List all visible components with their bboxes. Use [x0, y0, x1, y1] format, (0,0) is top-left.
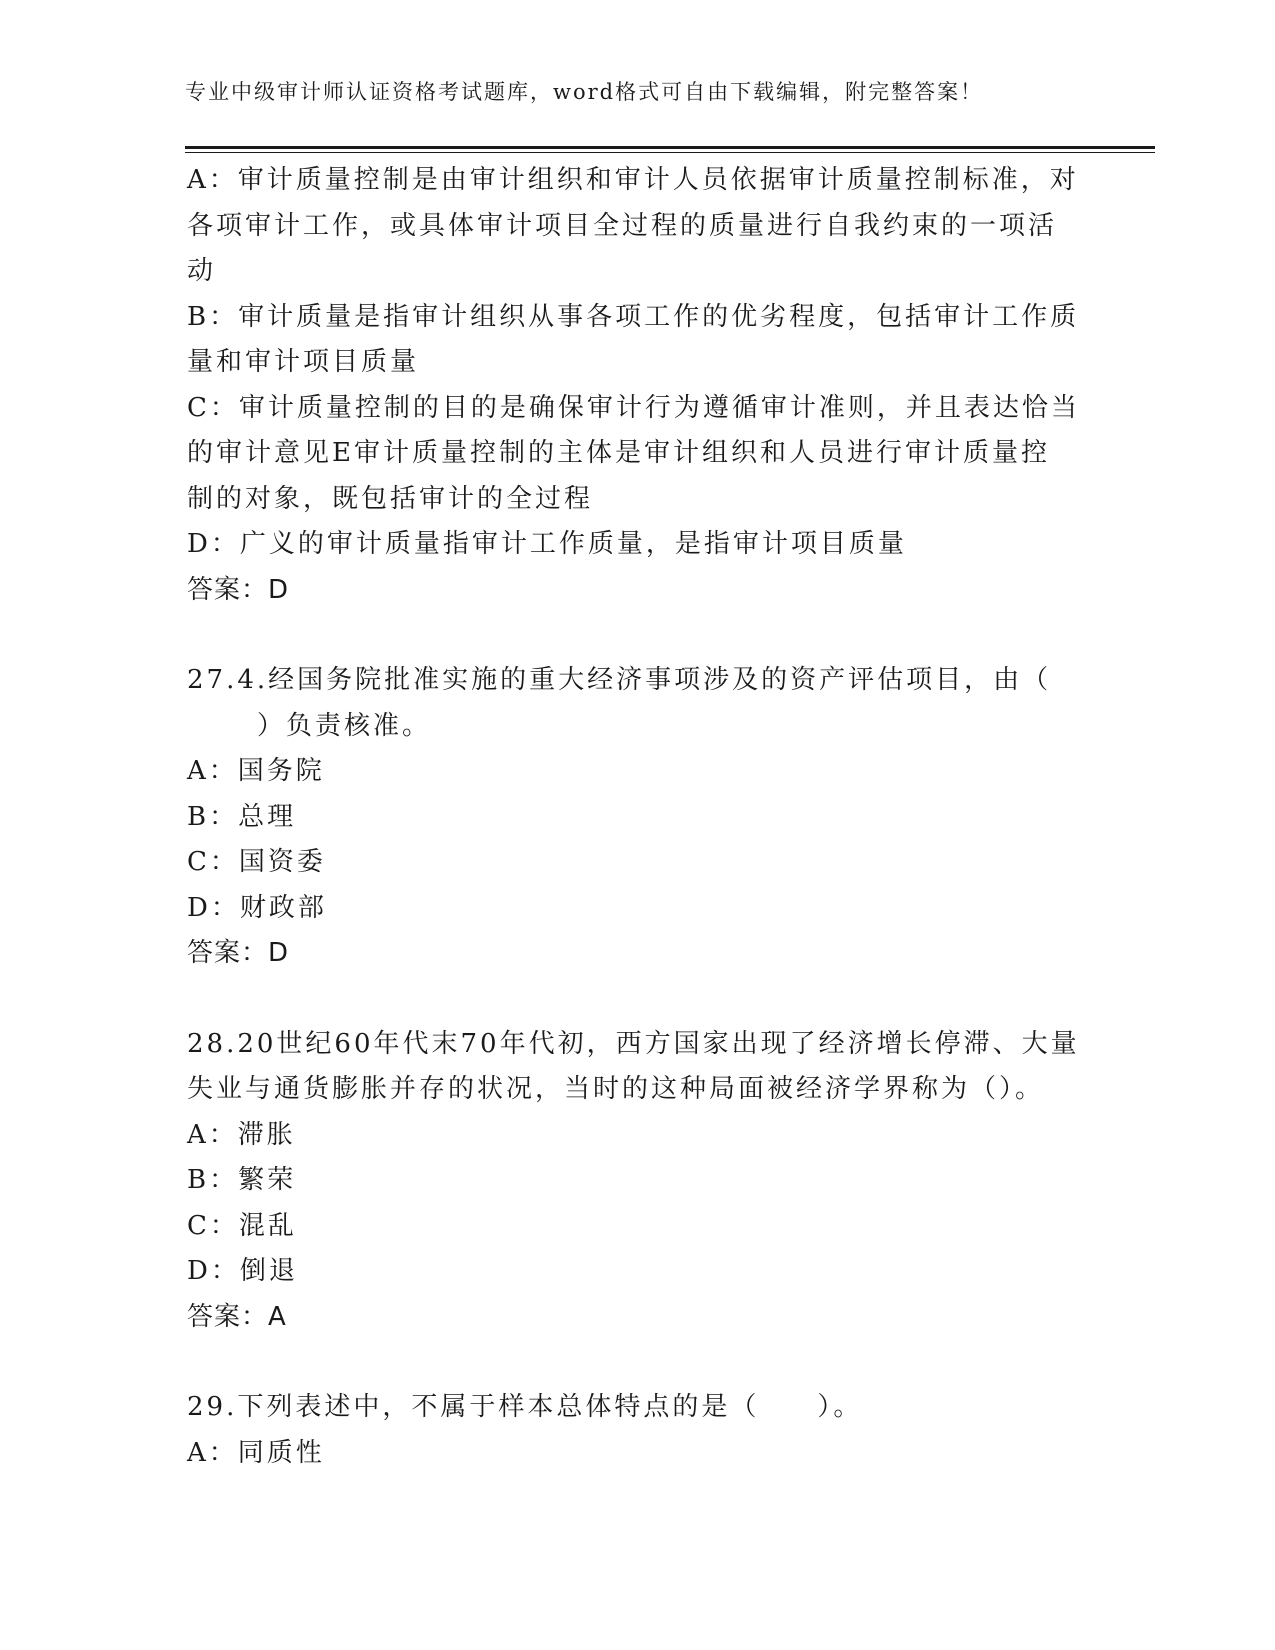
option-text-line: 制的对象，既包括审计的全过程: [187, 483, 594, 514]
answer: 答案：D: [187, 574, 290, 605]
option-c: [187, 386, 1087, 523]
question-text: 29.下列表述中，不属于样本总体特点的是（ ）。: [187, 1392, 863, 1422]
question-27: [187, 658, 1087, 977]
option-b: B：总理: [187, 801, 297, 832]
question-26: [187, 158, 1087, 613]
option-b: [187, 295, 1087, 386]
question-text: 27.4.经国务院批准实施的重大经济事项涉及的资产评估项目，由（: [187, 665, 1052, 695]
question-29: [187, 1385, 1087, 1476]
option-c: C：混乱: [187, 1210, 297, 1241]
question-text: ）负责核准。: [257, 710, 432, 741]
option-text-line: B：审计质量是指审计组织从事各项工作的优劣程度，包括审计工作质: [187, 301, 1080, 332]
option-text-line: 量和审计项目质量: [187, 347, 420, 377]
document-header: 专业中级审计师认证资格考试题库，word格式可自由下载编辑，附完整答案！: [185, 80, 984, 104]
document-body: [187, 158, 1087, 1476]
option-a: A：国务院: [187, 756, 325, 786]
question-28: [187, 1022, 1087, 1341]
option-text-line: C：审计质量控制的目的是确保审计行为遵循审计准则，并且表达恰当: [187, 392, 1080, 423]
question-text: 失业与通货膨胀并存的状况，当时的这种局面被经济学界称为（）。: [187, 1074, 1045, 1104]
option-d: D：倒退: [187, 1256, 298, 1286]
option-text-line: A：审计质量控制是由审计组织和审计人员依据审计质量控制标准，对: [187, 165, 1079, 195]
option-text-line: 的审计意见E审计质量控制的主体是审计组织和人员进行审计质量控: [187, 438, 1050, 468]
option-d: D：财政部: [187, 892, 327, 923]
option-text-line: 各项审计工作，或具体审计项目全过程的质量进行自我约束的一项活: [187, 210, 1058, 241]
option-c: C：国资委: [187, 847, 326, 877]
header-rule-thick: [185, 146, 1155, 149]
option-a: [187, 158, 1087, 295]
option-text-line: D：广义的审计质量指审计工作质量，是指审计项目质量: [187, 529, 907, 559]
header-rule-thin: [185, 152, 1155, 153]
option-a: A：滞胀: [187, 1119, 296, 1150]
option-d: [187, 522, 1087, 568]
option-b: B：繁荣: [187, 1165, 297, 1195]
question-text: 28.20世纪60年代末70年代初，西方国家出现了经济增长停滞、大量: [187, 1028, 1080, 1059]
option-text-line: 动: [187, 256, 217, 286]
option-a: A：同质性: [187, 1437, 325, 1468]
answer: 答案：D: [187, 938, 290, 968]
answer: 答案：A: [187, 1301, 287, 1332]
